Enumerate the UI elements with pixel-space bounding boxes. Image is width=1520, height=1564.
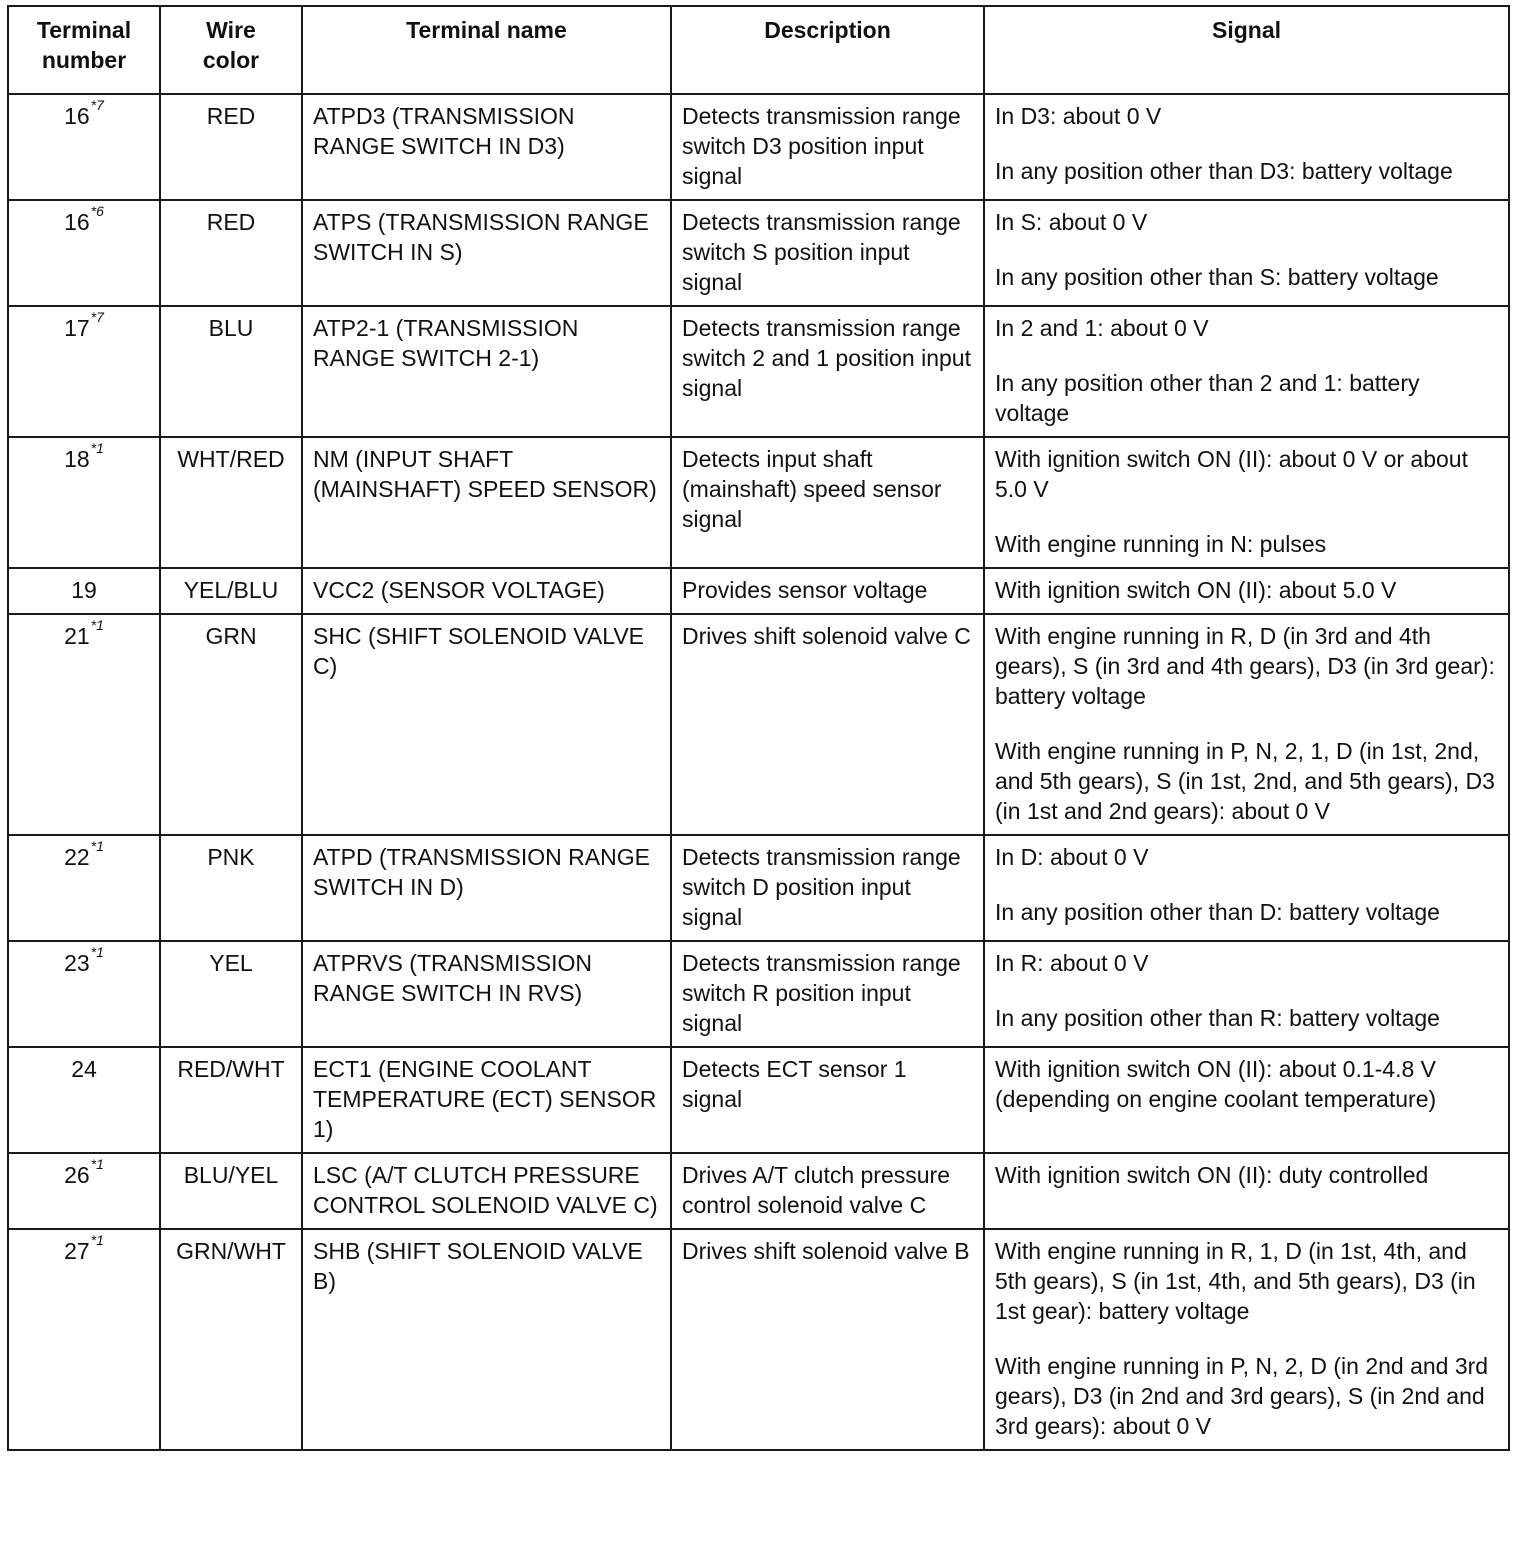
table-row (8, 568, 1509, 614)
terminal-number: 23 (64, 950, 90, 976)
signal-condition: With engine running in R, D (in 3rd and 4th gears), S (in 3rd and 4th gears), D3 (in 3rd gear): battery voltage (995, 623, 1495, 709)
column-header-terminal-number (8, 6, 160, 94)
terminal-number-cell (8, 200, 160, 306)
wire-color-cell: WHT/RED (160, 437, 302, 568)
wire-color-cell: YEL/BLU (160, 568, 302, 614)
terminal-name-cell: SHB (SHIFT SOLENOID VALVE B) (302, 1229, 671, 1450)
column-header-text: Description (764, 17, 891, 43)
footnote-marker: *1 (90, 617, 104, 633)
terminal-name-cell: NM (INPUT SHAFT (MAINSHAFT) SPEED SENSOR) (302, 437, 671, 568)
signal-condition: With engine running in N: pulses (995, 531, 1327, 557)
signal-cell (984, 94, 1509, 200)
terminal-name-cell: ATPS (TRANSMISSION RANGE SWITCH IN S) (302, 200, 671, 306)
terminal-number: 16 (64, 103, 90, 129)
footnote-marker: *1 (90, 1156, 104, 1172)
terminal-name-cell: VCC2 (SENSOR VOLTAGE) (302, 568, 671, 614)
signal-cell (984, 1153, 1509, 1229)
signal-condition: In any position other than S: battery voltage (995, 264, 1439, 290)
wire-color-cell: GRN (160, 614, 302, 835)
table-row (8, 1229, 1509, 1450)
signal-condition: With ignition switch ON (II): about 5.0 V (995, 577, 1397, 603)
terminal-number: 16 (64, 209, 90, 235)
description-cell: Detects transmission range switch R position input signal (671, 941, 984, 1047)
terminal-number-cell (8, 1047, 160, 1153)
column-header-text: Terminal name (406, 17, 567, 43)
terminal-name-cell: ATPD3 (TRANSMISSION RANGE SWITCH IN D3) (302, 94, 671, 200)
column-header-text: Terminal (36, 17, 132, 43)
footnote-marker: *1 (90, 838, 104, 854)
signal-condition: In R: about 0 V (995, 950, 1149, 976)
table-body (8, 94, 1509, 1450)
description-cell: Drives shift solenoid valve C (671, 614, 984, 835)
signal-cell (984, 614, 1509, 835)
signal-condition: With engine running in P, N, 2, D (in 2nd and 3rd gears), D3 (in 2nd and 3rd gears), S (in 2nd and 3rd gears): about 0 V (995, 1353, 1489, 1439)
signal-condition: With engine running in P, N, 2, 1, D (in 1st, 2nd, and 5th gears), S (in 1st, 2nd, and 5th gears), D3 (in 1st and 2nd gears): about 0 V (995, 738, 1495, 824)
column-header-terminal-name (302, 6, 671, 94)
column-header-text: number (41, 47, 127, 73)
signal-cell (984, 1047, 1509, 1153)
description-cell: Detects transmission range switch D position input signal (671, 835, 984, 941)
description-cell: Drives shift solenoid valve B (671, 1229, 984, 1450)
signal-condition: In S: about 0 V (995, 209, 1148, 235)
wire-color-cell: BLU (160, 306, 302, 437)
footnote-marker: *1 (90, 440, 104, 456)
description-cell: Detects transmission range switch S position input signal (671, 200, 984, 306)
footnote-marker: *7 (90, 309, 104, 325)
terminal-number: 22 (64, 844, 90, 870)
terminal-table-page (7, 5, 1508, 1451)
table-row (8, 614, 1509, 835)
signal-condition: With ignition switch ON (II): about 0 V or about 5.0 V (995, 446, 1468, 502)
signal-condition: In any position other than 2 and 1: battery voltage (995, 370, 1420, 426)
signal-condition: With ignition switch ON (II): about 0.1-4.8 V (depending on engine coolant temperature) (995, 1056, 1437, 1112)
terminal-name-cell: LSC (A/T CLUTCH PRESSURE CONTROL SOLENOID VALVE C) (302, 1153, 671, 1229)
footnote-marker: *7 (90, 97, 104, 113)
signal-condition: In D: about 0 V (995, 844, 1149, 870)
column-header-text: Signal (1211, 17, 1281, 43)
table-row (8, 437, 1509, 568)
description-cell: Detects input shaft (mainshaft) speed sensor signal (671, 437, 984, 568)
wire-color-cell: BLU/YEL (160, 1153, 302, 1229)
signal-condition: In 2 and 1: about 0 V (995, 315, 1209, 341)
terminal-name-cell: ATP2-1 (TRANSMISSION RANGE SWITCH 2-1) (302, 306, 671, 437)
column-header-description (671, 6, 984, 94)
description-cell: Detects ECT sensor 1 signal (671, 1047, 984, 1153)
terminal-number: 21 (64, 623, 90, 649)
terminal-number: 27 (64, 1238, 90, 1264)
table-header (8, 6, 1509, 94)
description-cell: Detects transmission range switch 2 and 1 position input signal (671, 306, 984, 437)
signal-condition: In D3: about 0 V (995, 103, 1162, 129)
terminal-number: 24 (71, 1056, 97, 1082)
signal-cell (984, 941, 1509, 1047)
wire-color-cell: RED (160, 200, 302, 306)
terminal-number-cell (8, 835, 160, 941)
signal-cell (984, 835, 1509, 941)
terminal-number-cell (8, 568, 160, 614)
terminal-number-cell (8, 1229, 160, 1450)
description-cell: Provides sensor voltage (671, 568, 984, 614)
terminal-number: 26 (64, 1162, 90, 1188)
description-cell: Detects transmission range switch D3 position input signal (671, 94, 984, 200)
signal-condition: In any position other than R: battery voltage (995, 1005, 1440, 1031)
wire-color-cell: RED (160, 94, 302, 200)
terminal-name-cell: ECT1 (ENGINE COOLANT TEMPERATURE (ECT) SENSOR 1) (302, 1047, 671, 1153)
table-row (8, 1153, 1509, 1229)
wire-color-cell: PNK (160, 835, 302, 941)
footnote-marker: *6 (90, 203, 104, 219)
terminal-number-cell (8, 306, 160, 437)
terminal-number: 17 (64, 315, 90, 341)
table-row (8, 200, 1509, 306)
terminal-name-cell: ATPRVS (TRANSMISSION RANGE SWITCH IN RVS) (302, 941, 671, 1047)
table-row (8, 94, 1509, 200)
table-row (8, 835, 1509, 941)
terminal-number-cell (8, 94, 160, 200)
footnote-marker: *1 (90, 1232, 104, 1248)
description-cell: Drives A/T clutch pressure control solenoid valve C (671, 1153, 984, 1229)
wire-color-cell: RED/WHT (160, 1047, 302, 1153)
terminal-number: 18 (64, 446, 90, 472)
signal-cell (984, 200, 1509, 306)
terminal-number-cell (8, 1153, 160, 1229)
wire-color-cell: YEL (160, 941, 302, 1047)
signal-condition: With ignition switch ON (II): duty controlled (995, 1162, 1429, 1188)
signal-cell (984, 1229, 1509, 1450)
signal-cell (984, 306, 1509, 437)
terminal-table (7, 5, 1510, 1451)
table-row (8, 941, 1509, 1047)
column-header-signal (984, 6, 1509, 94)
terminal-number: 19 (71, 577, 97, 603)
column-header-text: Wire (206, 17, 256, 43)
terminal-number-cell (8, 614, 160, 835)
terminal-number-cell (8, 437, 160, 568)
wire-color-cell: GRN/WHT (160, 1229, 302, 1450)
signal-condition: In any position other than D: battery voltage (995, 899, 1440, 925)
signal-condition: In any position other than D3: battery voltage (995, 158, 1453, 184)
terminal-number-cell (8, 941, 160, 1047)
signal-condition: With engine running in R, 1, D (in 1st, 4th, and 5th gears), S (in 1st, 4th, and 5th gears), D3 (in 1st gear): battery voltage (995, 1238, 1476, 1324)
table-row (8, 1047, 1509, 1153)
header-row (8, 6, 1509, 94)
table-row (8, 306, 1509, 437)
signal-cell (984, 568, 1509, 614)
footnote-marker: *1 (90, 944, 104, 960)
terminal-name-cell: SHC (SHIFT SOLENOID VALVE C) (302, 614, 671, 835)
terminal-name-cell: ATPD (TRANSMISSION RANGE SWITCH IN D) (302, 835, 671, 941)
signal-cell (984, 437, 1509, 568)
column-header-wire-color (160, 6, 302, 94)
column-header-text: color (202, 47, 260, 73)
